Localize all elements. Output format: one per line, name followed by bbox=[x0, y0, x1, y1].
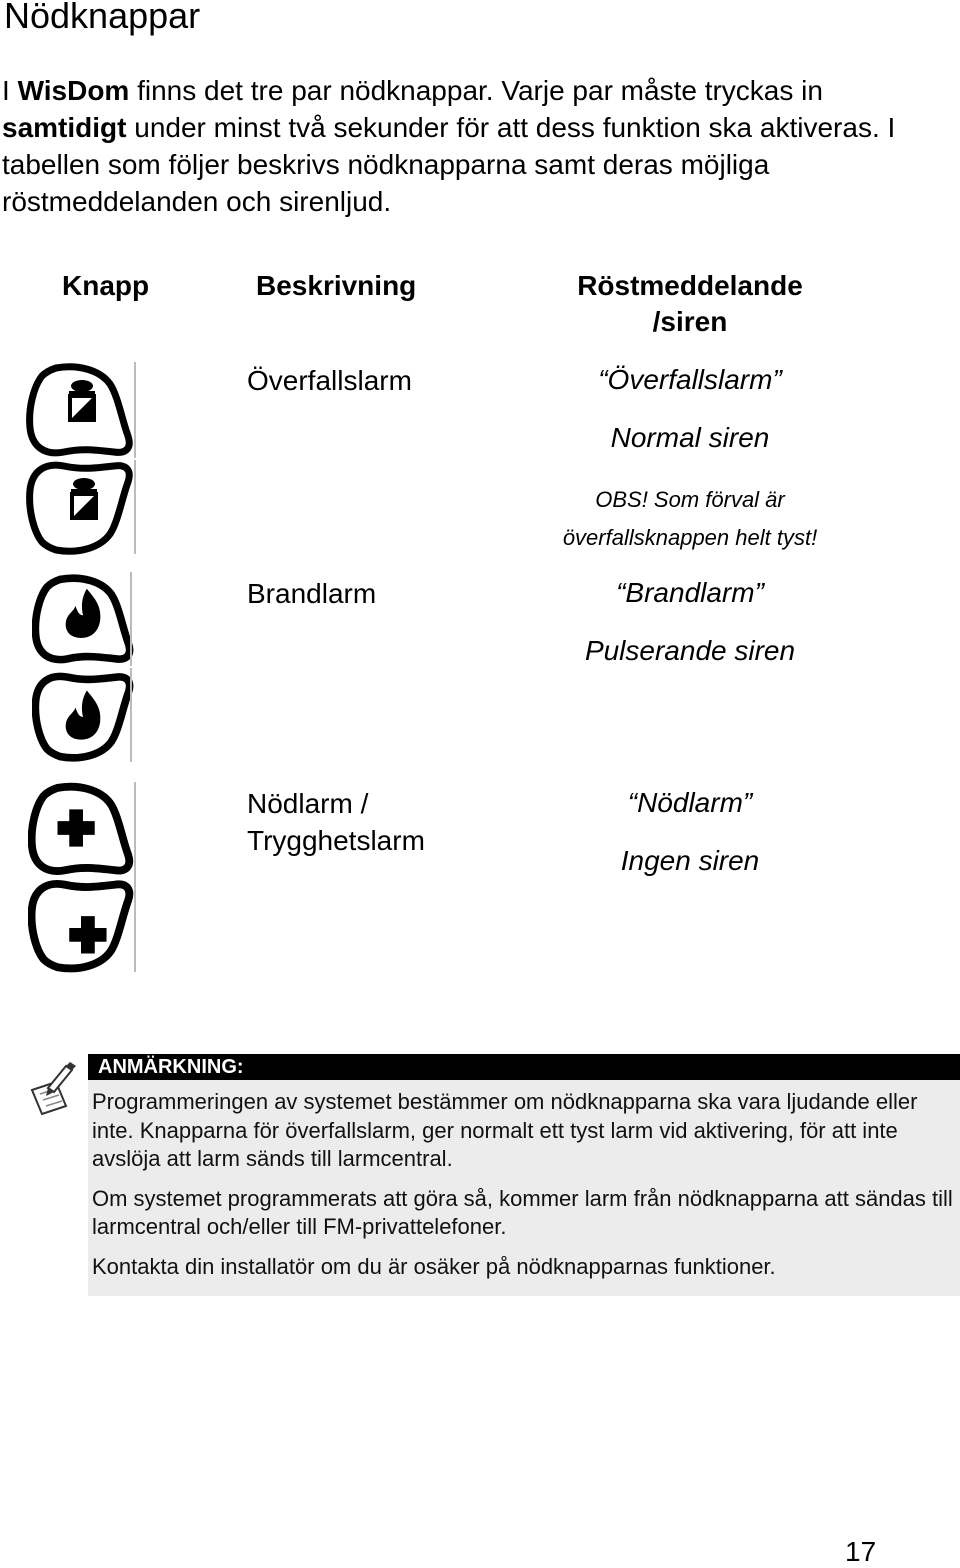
note-pencil-icon bbox=[26, 1060, 78, 1116]
voice-message: “Nödlarm” bbox=[627, 787, 753, 818]
voice-message: “Brandlarm” bbox=[616, 577, 764, 608]
attacker-icon bbox=[26, 362, 136, 460]
column-header-description: Beskrivning bbox=[256, 270, 417, 301]
icon-divider bbox=[134, 362, 136, 458]
column-header-voice bbox=[520, 268, 860, 340]
flame-icon bbox=[32, 572, 136, 668]
voice-message: “Överfallslarm” bbox=[598, 364, 782, 395]
page-number: 17 bbox=[845, 1536, 877, 1567]
note-paragraph: Kontakta din installatör om du är osäker på nödknapparnas funktioner. bbox=[92, 1253, 776, 1279]
intro-text: under minst två sekunder för att dess funktion ska aktiveras. I tabellen som följer beskrivs nödknapparna samt deras möjliga röstmeddelanden och sirenljud. bbox=[2, 112, 896, 217]
brand-name: WisDom bbox=[17, 75, 130, 106]
default-note bbox=[520, 481, 860, 557]
icon-divider bbox=[130, 572, 132, 666]
attacker-icon bbox=[26, 460, 136, 556]
row-description: Brandlarm bbox=[247, 578, 377, 609]
siren-type: Ingen siren bbox=[620, 845, 760, 876]
siren-type: Pulserande siren bbox=[584, 635, 796, 666]
note-heading: ANMÄRKNING: bbox=[88, 1054, 960, 1080]
intro-text: I bbox=[2, 75, 18, 106]
default-note-line: överfallsknappen helt tyst! bbox=[562, 525, 818, 550]
row-description bbox=[247, 785, 425, 859]
row-description-line: Nödlarm / bbox=[247, 788, 369, 819]
icon-divider bbox=[134, 460, 136, 554]
page-title: Nödknappar bbox=[4, 0, 201, 36]
column-header-voice-line: /siren bbox=[652, 306, 728, 337]
intro-paragraph bbox=[2, 72, 952, 220]
note-body bbox=[88, 1080, 960, 1296]
row-description-line: Trygghetslarm bbox=[247, 825, 425, 856]
note-box bbox=[88, 1054, 960, 1296]
medical-cross-icon bbox=[28, 876, 136, 974]
emphasis-text: samtidigt bbox=[2, 112, 127, 143]
note-paragraph: Programmeringen av systemet bestämmer om nödknapparna ska vara ljudande eller inte. Knapparna för överfallslarm, ger normalt ett tyst larm vid aktivering, för att inte avslöja att larm sänds till larmcentral. bbox=[92, 1089, 918, 1171]
intro-text: finns det tre par nödknappar. Varje par måste tryckas in bbox=[129, 75, 823, 106]
column-header-button: Knapp bbox=[62, 270, 150, 301]
note-paragraph: Om systemet programmerats att göra så, kommer larm från nödknapparna att sändas till larmcentral och/eller till FM-privattelefoner. bbox=[92, 1185, 953, 1239]
icon-divider bbox=[130, 668, 132, 762]
column-header-voice-line: Röstmeddelande bbox=[577, 270, 803, 301]
flame-icon bbox=[32, 668, 136, 764]
row-description: Överfallslarm bbox=[247, 365, 412, 396]
medical-cross-icon bbox=[28, 782, 136, 878]
icon-divider bbox=[134, 876, 136, 972]
icon-divider bbox=[134, 782, 136, 876]
siren-type: Normal siren bbox=[610, 422, 770, 453]
default-note-line: OBS! Som förval är bbox=[595, 487, 785, 512]
